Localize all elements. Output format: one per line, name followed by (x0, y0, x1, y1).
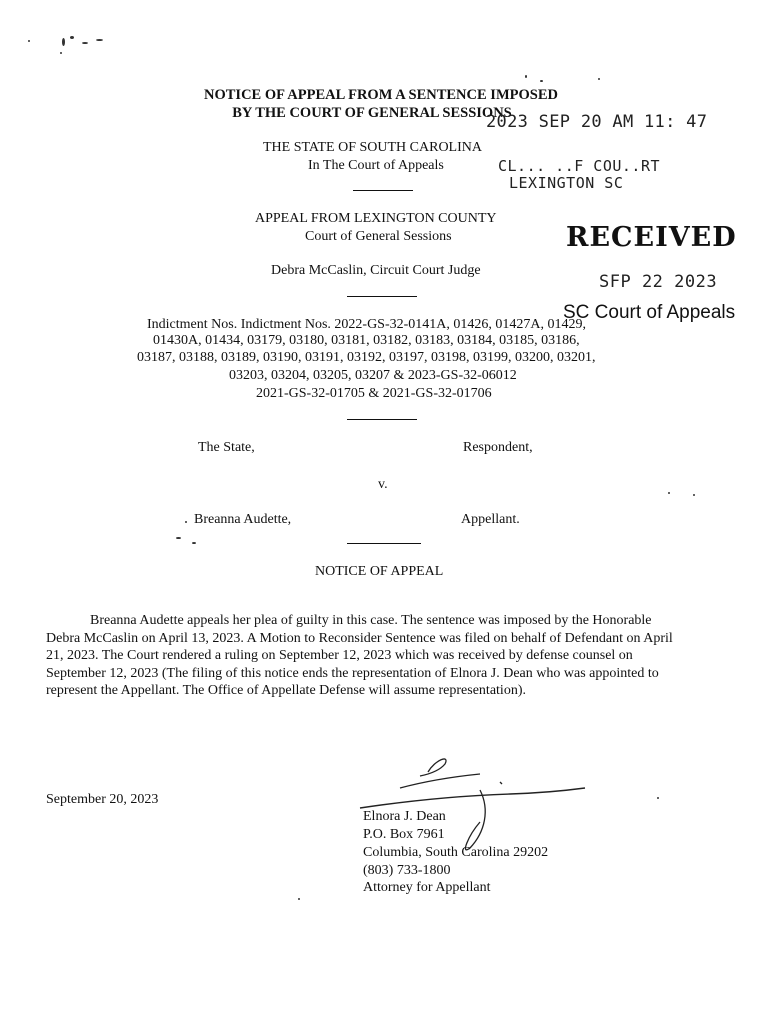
scan-mark (60, 52, 62, 54)
scan-mark (298, 898, 300, 900)
indictment-line-4: 03203, 03204, 03205, 03207 & 2023-GS-32-06012 (229, 368, 517, 383)
body-line-4: September 12, 2023 (The filing of this notice ends the representation of Elnora J. Dean who was appointed to (46, 665, 659, 681)
defendant-role: Appellant. (461, 512, 520, 527)
body-text: Breanna Audette appeals her plea of guilty in this case. The sentence was imposed by the Honorable (90, 613, 652, 628)
judge-name: Debra McCaslin, Circuit Court Judge (271, 263, 481, 278)
plaintiff-name: The State, (198, 440, 255, 455)
signature (340, 750, 600, 860)
document-title (0, 87, 768, 104)
attorney-phone: (803) 733-1800 (363, 863, 451, 878)
state-name: THE STATE OF SOUTH CAROLINA (263, 140, 482, 155)
scan-mark (82, 42, 88, 44)
scan-mark (540, 80, 543, 82)
appeal-from: APPEAL FROM LEXINGTON COUNTY (255, 211, 497, 226)
body-line-5: represent the Appellant. The Office of Appellate Defense will assume representation). (46, 683, 526, 698)
scan-mark (185, 521, 187, 523)
defendant-name: Breanna Audette, (194, 512, 292, 527)
scan-mark (70, 36, 74, 39)
filing-datetime-stamp: 2023 SEP 20 AM 11: 47 (486, 112, 708, 132)
received-office-stamp: SC Court of Appeals (563, 302, 736, 323)
divider (353, 190, 413, 191)
body-line-3: 21, 2023. The Court rendered a ruling on September 12, 2023 which was received by defense counsel on (46, 648, 633, 663)
title-line-2: BY THE COURT OF GENERAL SESSIONS (232, 105, 512, 121)
scan-mark (28, 40, 30, 42)
received-date-stamp: SFP 22 2023 (599, 272, 718, 292)
scan-mark (96, 39, 103, 41)
scan-mark (668, 492, 670, 494)
court-name: In The Court of Appeals (308, 158, 444, 173)
scan-mark (525, 75, 527, 78)
filing-clerk-stamp: CL... ..F COU..RT (498, 157, 661, 175)
court-division: Court of General Sessions (305, 229, 452, 244)
notice-heading: NOTICE OF APPEAL (315, 564, 444, 579)
attorney-address-2: Columbia, South Carolina 29202 (363, 845, 549, 860)
filing-location-stamp: LEXINGTON SC (509, 174, 624, 192)
body-line-2: Debra McCaslin on April 13, 2023. A Motion to Reconsider Sentence was filed on behalf of Defendant on April (46, 630, 673, 646)
body-paragraph (46, 612, 726, 700)
versus: v. (378, 477, 388, 492)
plaintiff-role: Respondent, (463, 440, 533, 455)
scan-mark (192, 542, 196, 544)
scan-mark (693, 494, 695, 496)
scan-mark (176, 537, 181, 539)
scan-mark (598, 78, 600, 80)
title-line-1: NOTICE OF APPEAL FROM A SENTENCE IMPOSED (204, 87, 558, 103)
indictment-line-1: Indictment Nos. Indictment Nos. 2022-GS-32-0141A, 01426, 01427A, 01429, (147, 317, 587, 332)
scan-mark (62, 38, 65, 46)
divider (347, 419, 417, 420)
received-stamp: RECEIVED (566, 222, 737, 253)
attorney-address-1: P.O. Box 7961 (363, 827, 445, 842)
divider (347, 543, 421, 544)
indictment-line-5: 2021-GS-32-01705 & 2021-GS-32-01706 (256, 386, 492, 401)
attorney-name: Elnora J. Dean (363, 809, 446, 824)
attorney-role: Attorney for Appellant (363, 880, 491, 895)
date-signed: September 20, 2023 (46, 792, 159, 807)
body-line-1 (46, 612, 726, 630)
indictment-line-3: 03187, 03188, 03189, 03190, 03191, 03192, 03197, 03198, 03199, 03200, 03201, (137, 350, 596, 365)
scan-mark (657, 797, 659, 799)
divider (347, 296, 417, 297)
indictment-line-2: 01430A, 01434, 03179, 03180, 03181, 03182, 03183, 03184, 03185, 03186, (153, 333, 580, 348)
